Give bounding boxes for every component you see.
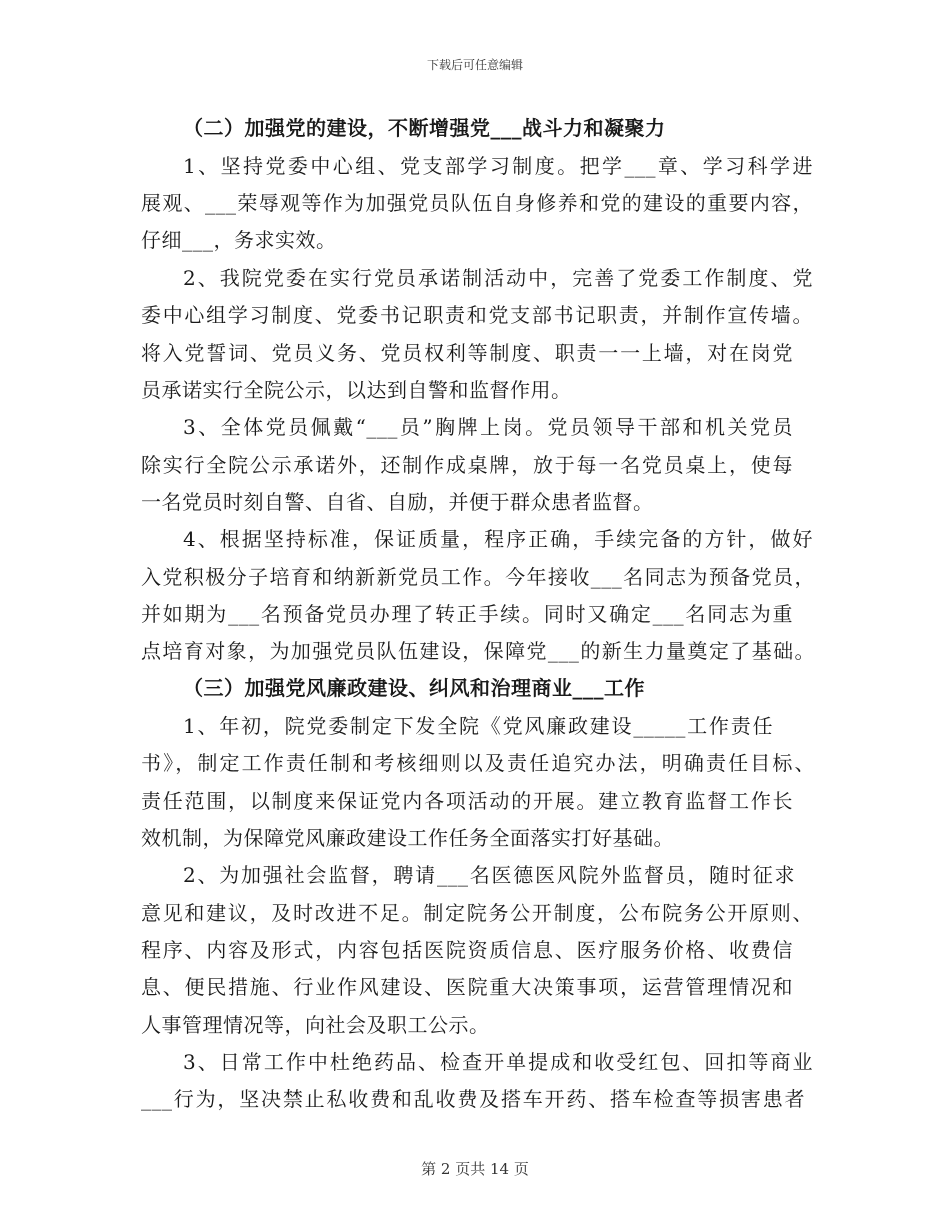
paragraph-line: 员承诺实行全院公示，以达到自警和监督作用。 — [141, 378, 572, 402]
paragraph-line: 责任范围，以制度来保证党内各项活动的开展。建立教育监督工作长 — [141, 789, 793, 813]
paragraph-line: 委中心组学习制度、党委书记职责和党支部书记职责，并制作宣传墙。 — [141, 303, 813, 327]
paragraph-line: 1、坚持党委中心组、党支部学习制度。把学___章、学习科学进 — [183, 154, 813, 178]
paragraph-line: 意见和建议，及时改进不足。制定院务公开制度，公布院务公开原则、 — [141, 901, 813, 925]
paragraph-line: ___行为，坚决禁止私收费和乱收费及搭车开药、搭车检查等损害患者 — [141, 1087, 805, 1111]
paragraph-line: 将入党誓词、党员义务、党员权利等制度、职责一一上墙，对在岗党 — [141, 341, 793, 365]
paragraph-line: 仔细___，务求实效。 — [141, 228, 337, 252]
section-heading-3: （三）加强党风廉政建设、纠风和治理商业___工作 — [183, 676, 645, 700]
page-header: 下载后可任意编辑 — [426, 58, 523, 72]
paragraph-line: 3、全体党员佩戴“___员”胸牌上岗。党员领导干部和机关党员 — [183, 415, 793, 439]
paragraph-line: 1、年初，院党委制定下发全院《党风廉政建设_____工作责任 — [183, 714, 773, 738]
paragraph-line: 效机制，为保障党风廉政建设工作任务全面落实打好基础。 — [141, 826, 674, 850]
paragraph-line: 书》，制定工作责任制和考核细则以及责任追究办法，明确责任目标、 — [141, 751, 815, 775]
section-heading-2: （二）加强党的建设，不断增强党___战斗力和凝聚力 — [183, 116, 666, 140]
paragraph-line: 除实行全院公示承诺外，还制作成桌牌，放于每一名党员桌上，使每 — [141, 453, 793, 477]
paragraph-line: 人事管理情况等，向社会及职工公示。 — [141, 1013, 490, 1037]
paragraph-line: 2、我院党委在实行党员承诺制活动中，完善了党委工作制度、党 — [183, 266, 813, 290]
paragraph-line: 3、日常工作中杜绝药品、检查开单提成和收受红包、回扣等商业 — [183, 1050, 813, 1074]
paragraph-line: 息、便民措施、行业作风建设、医院重大决策事项，运营管理情况和 — [141, 975, 793, 999]
page-footer: 第 2 页共 14 页 — [421, 1160, 529, 1178]
paragraph-line: 一名党员时刻自警、自省、自励，并便于群众患者监督。 — [141, 490, 654, 514]
paragraph-line: 展观、___荣辱观等作为加强党员队伍自身修养和党的建设的重要内容， — [141, 191, 813, 215]
paragraph-line: 并如期为___名预备党员办理了转正手续。同时又确定___名同志为重 — [141, 602, 793, 626]
paragraph-line: 入党积极分子培育和纳新新党员工作。今年接收___名同志为预备党员， — [141, 565, 815, 589]
paragraph-line: 2、为加强社会监督，聘请___名医德医风院外监督员，随时征求 — [183, 863, 795, 887]
paragraph-line: 点培育对象，为加强党员队伍建设，保障党___的新生力量奠定了基础。 — [141, 639, 815, 663]
paragraph-line: 程序、内容及形式，内容包括医院资质信息、医疗服务价格、收费信 — [141, 938, 793, 962]
paragraph-line: 4、根据坚持标准，保证质量，程序正确，手续完备的方针，做好 — [183, 527, 813, 551]
